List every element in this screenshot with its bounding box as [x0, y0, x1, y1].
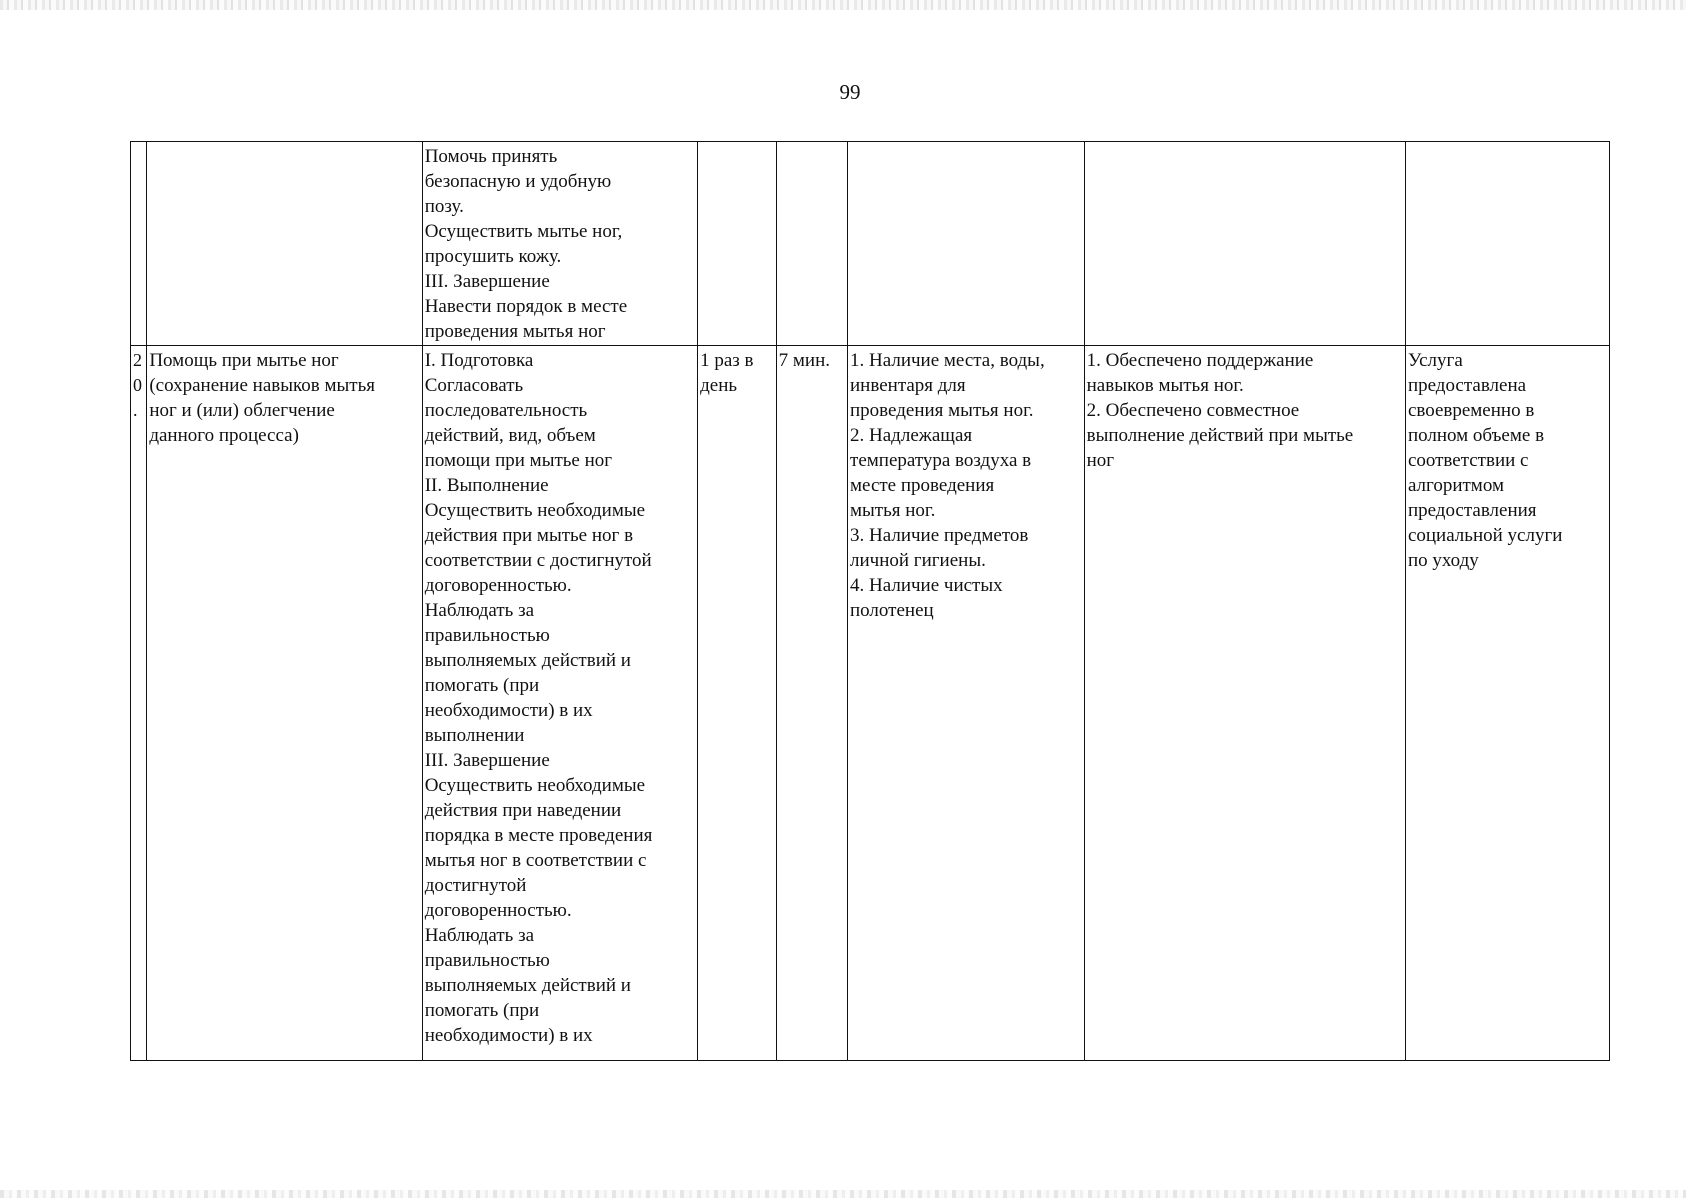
cell-periodicity: 1 раз в день [698, 345, 777, 1060]
cell-results [1084, 142, 1405, 346]
page-number: 99 [839, 80, 861, 104]
cell-results: 1. Обеспечено поддержание навыков мытья ног. 2. Обеспечено совместное выполнение действий при мытье ног [1084, 345, 1405, 1060]
scan-edge-top [0, 0, 1686, 10]
cell-evaluation [1405, 142, 1609, 346]
table-row-continuation [131, 142, 1610, 346]
services-table [130, 141, 1610, 1061]
cell-service-name [147, 142, 422, 346]
cell-number: 20. [131, 345, 147, 1060]
scan-edge-bottom [0, 1190, 1686, 1198]
cell-conditions [848, 142, 1085, 346]
cell-service-name: Помощь при мытье ног (сохранение навыков мытья ног и (или) облегчение данного процесса) [147, 345, 422, 1060]
table-row-20 [131, 345, 1610, 1060]
cell-service-content: Помочь принять безопасную и удобную позу. Осуществить мытье ног, просушить кожу. III. Завершение Навести порядок в месте проведения мытья ног [422, 142, 697, 346]
cell-duration [776, 142, 847, 346]
cell-evaluation: Услуга предоставлена своевременно в полном объеме в соответствии с алгоритмом предоставления социальной услуги по уходу [1405, 345, 1609, 1060]
cell-periodicity [698, 142, 777, 346]
cell-conditions: 1. Наличие места, воды, инвентаря для проведения мытья ног. 2. Надлежащая температура воздуха в месте проведения мытья ног. 3. Наличие предметов личной гигиены. 4. Наличие чистых полотенец [848, 345, 1085, 1060]
cell-duration: 7 мин. [776, 345, 847, 1060]
cell-number [131, 142, 147, 346]
cell-service-content: I. Подготовка Согласовать последовательность действий, вид, объем помощи при мытье ног II. Выполнение Осуществить необходимые действия при мытье ног в соответствии с достигнутой договоренностью. Наблюдать за правильностью выполняемых действий и помогать (при необходимости) в их выполнении III. Завершение Осуществить необходимые действия при наведении порядка в месте проведения мытья ног в соответствии с достигнутой договоренностью. Наблюдать за правильностью выполняемых действий и помогать (при необходимости) в их [422, 345, 697, 1060]
